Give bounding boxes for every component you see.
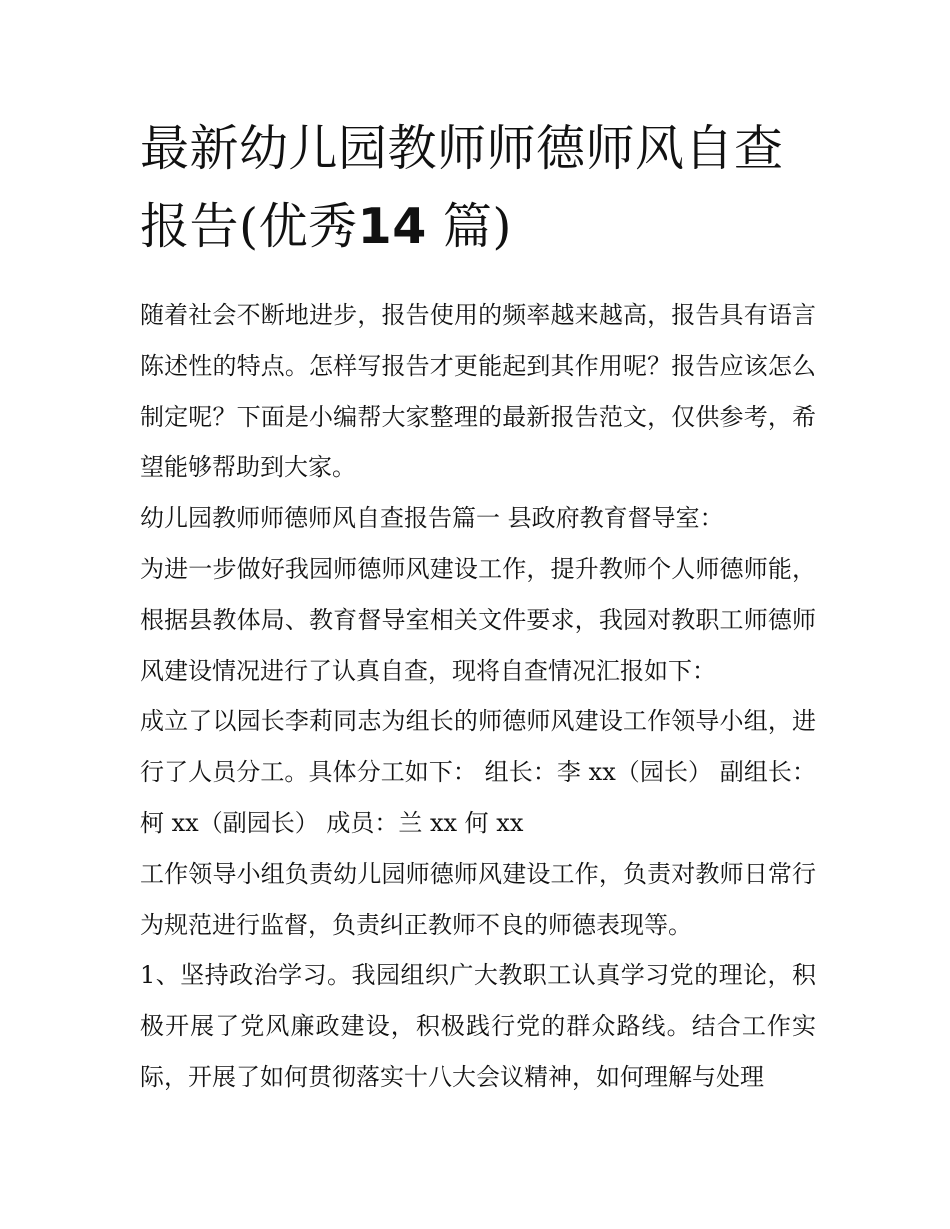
document-body [140, 290, 816, 1103]
body-paragraph: 为进一步做好我园师德师风建设工作，提升教师个人师德师能，根据县教体局、教育督导室相关文件要求，我园对教职工师德师风建设情况进行了认真自查，现将自查情况汇报如下： [140, 554, 816, 685]
section-heading-paragraph: 幼儿园教师师德师风自查报告篇一 县政府教育督导室： [140, 504, 724, 533]
title-text-part2: 篇) [442, 198, 513, 255]
title-number: 14 [357, 198, 427, 255]
body-paragraph: 成立了以园长李莉同志为组长的师德师风建设工作领导小组，进行了人员分工。具体分工如下： 组长：李 xx（园长） 副组长：柯 xx（副园长） 成员：兰 xx 何 xx [140, 707, 816, 837]
intro-paragraph: 随着社会不断地进步，报告使用的频率越来越高，报告具有语言陈述性的特点。怎样写报告才更能起到其作用呢？报告应该怎么制定呢？下面是小编帮大家整理的最新报告范文，仅供参考，希望能够帮助到大家。 [140, 301, 816, 482]
body-paragraph: 1、坚持政治学习。我园组织广大教职工认真学习党的理论，积极开展了党风廉政建设，积极践行党的群众路线。结合工作实际，开展了如何贯彻落实十八大会议精神，如何理解与处理 [140, 961, 816, 1091]
document-title [140, 110, 816, 266]
body-paragraph: 工作领导小组负责幼儿园师德师风建设工作，负责对教师日常行为规范进行监督，负责纠正教师不良的师德表现等。 [140, 859, 816, 939]
document-page [140, 110, 816, 1103]
title-text-part1: 最新幼儿园教师师德师风自查报告(优秀 [140, 120, 784, 255]
